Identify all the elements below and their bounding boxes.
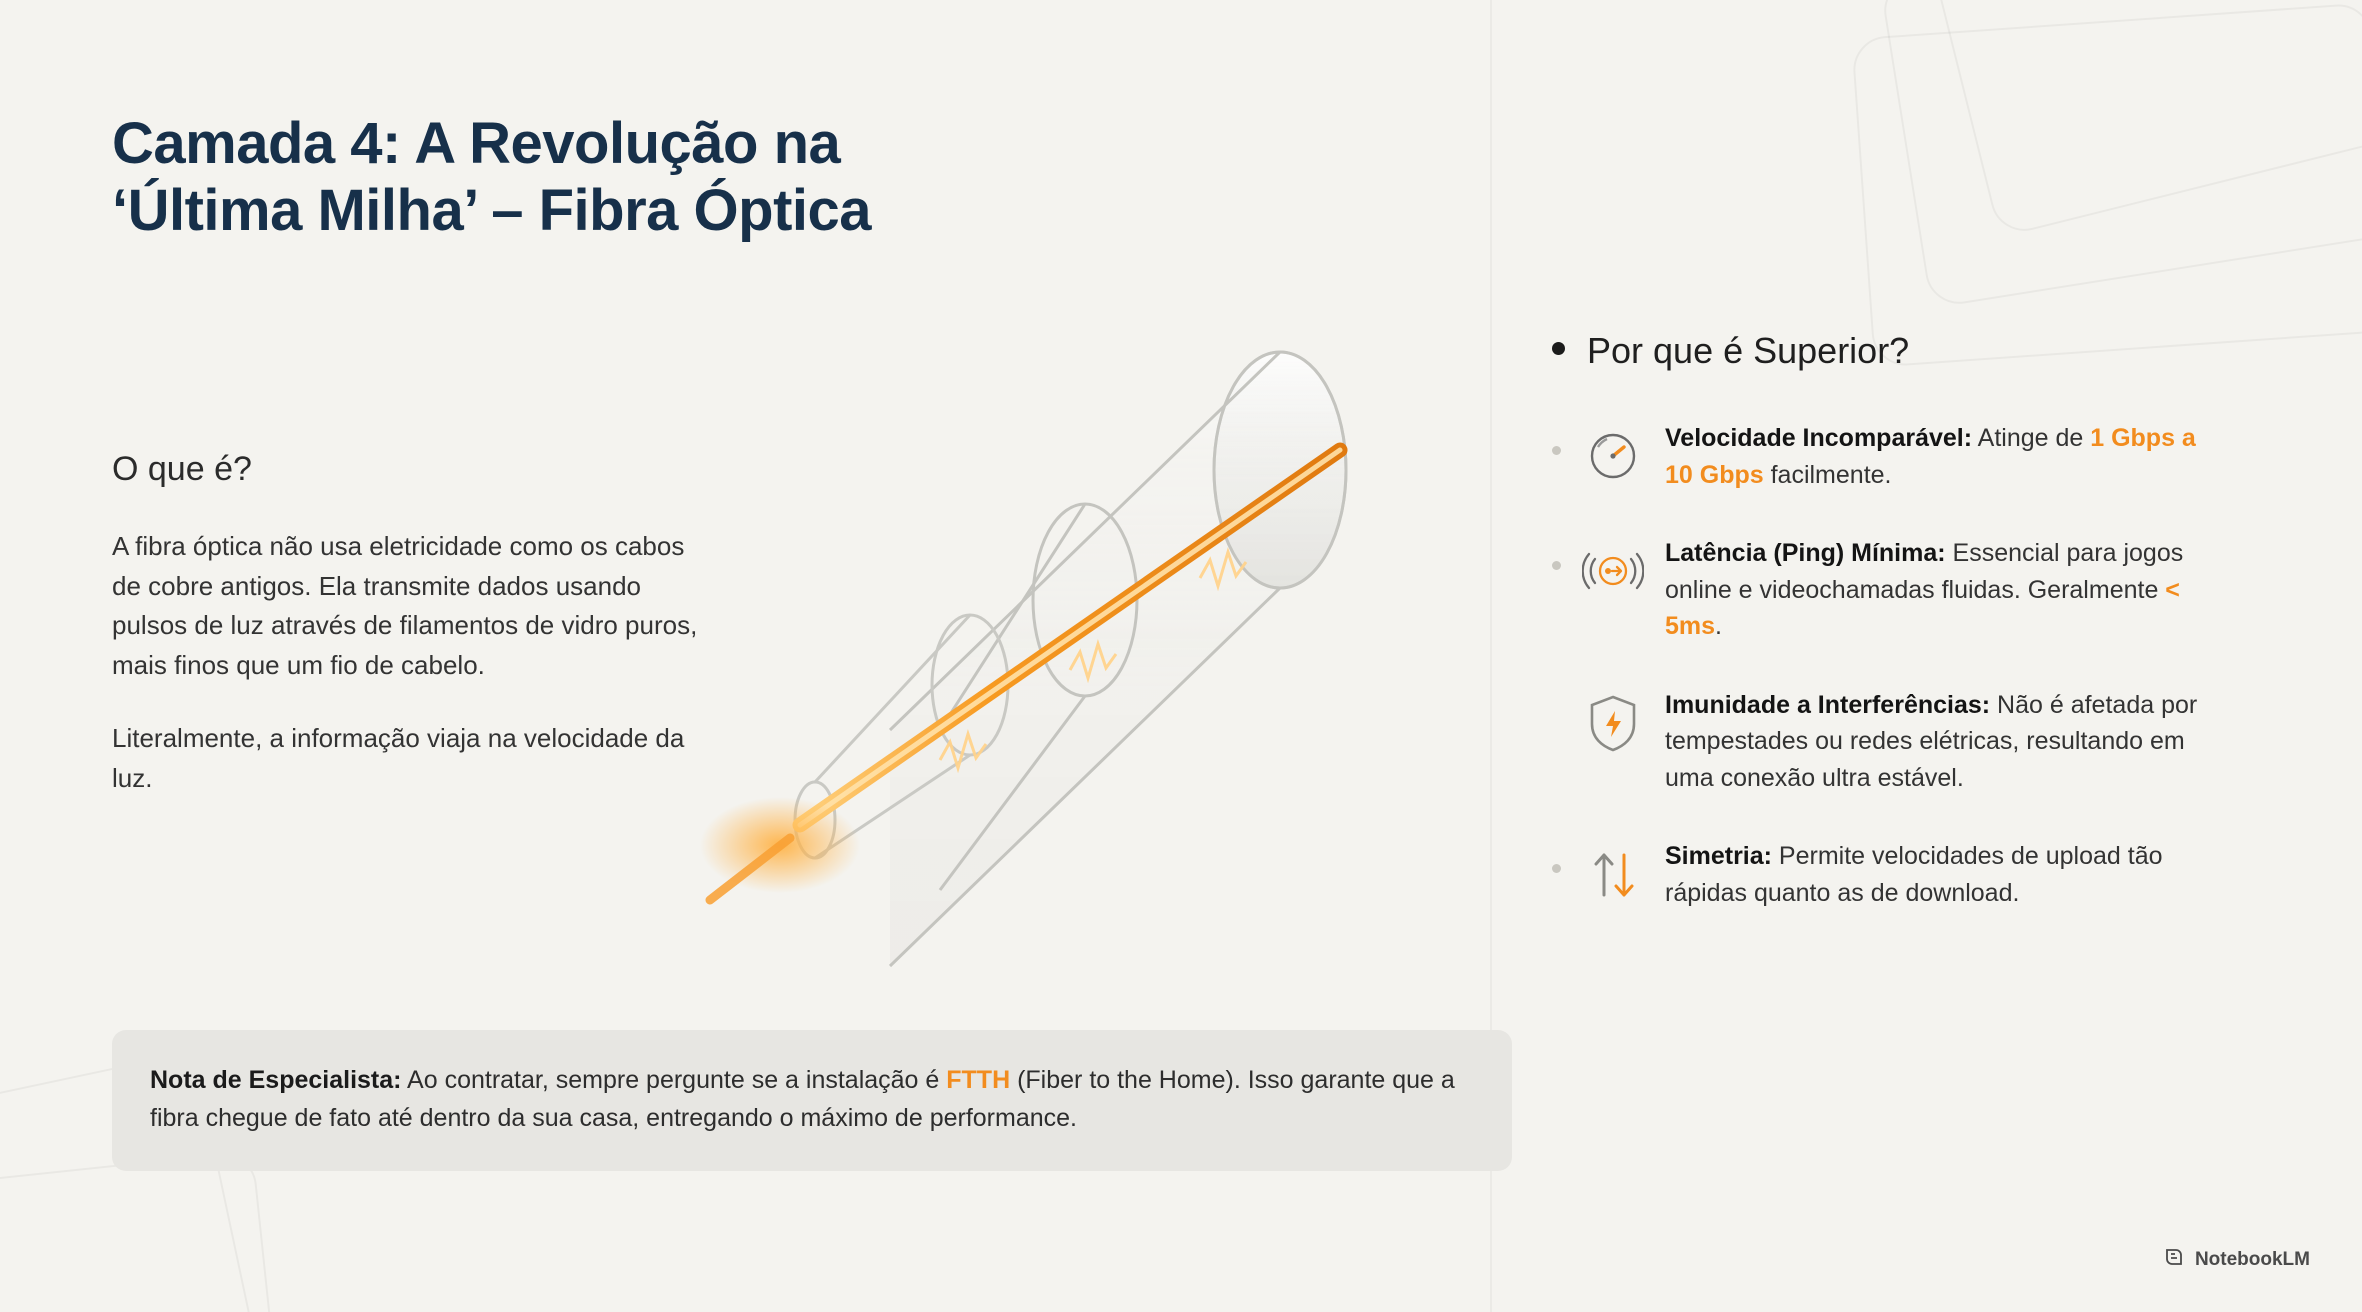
benefit-title: Simetria: [1665, 842, 1772, 870]
benefit-title: Latência (Ping) Mínima: [1665, 539, 1946, 567]
page-title-line-1: Camada 4: A Revolução na [112, 111, 841, 176]
bullet-dot-icon [1552, 713, 1561, 722]
decor-rect [0, 1150, 285, 1312]
bullet-dot-icon [1552, 446, 1561, 455]
benefit-text-before: Permite velocidades de upload tão rápidas quanto as de download. [1665, 842, 2163, 907]
benefit-item-speed [1552, 420, 2272, 493]
benefit-highlight: < 5ms [1665, 575, 2180, 640]
definition-heading: O que é? [112, 450, 252, 488]
notebooklm-logo-icon [2163, 1246, 2185, 1274]
benefit-highlight: 1 Gbps a 10 Gbps [1665, 424, 2196, 489]
benefits-heading-row [1552, 330, 2272, 372]
decor-rect [1920, 0, 2362, 238]
benefit-text [1665, 838, 2210, 911]
benefit-text-before: Essencial para jogos online e videochamadas fluidas. Geralmente [1665, 539, 2184, 604]
ftth-highlight: FTTH [946, 1066, 1011, 1094]
definition-paragraph-2: Literalmente, a informação viaja na velocidade da luz. [112, 723, 685, 793]
expert-note-text-before: Ao contratar, sempre pergunte se a instalação é [401, 1066, 947, 1094]
benefit-text [1665, 420, 2210, 493]
benefit-text-before: Não é afetada por tempestades ou redes elétricas, resultando em uma conexão ultra estável. [1665, 690, 2198, 792]
page-title-line-2: ‘Última Milha’ – Fibra Óptica [112, 178, 872, 244]
shield-bolt-icon [1579, 689, 1647, 757]
definition-paragraph-1: A fibra óptica não usa eletricidade como os cabos de cobre antigos. Ela transmite dados usando pulsos de luz através de filamentos de vidro puros, mais finos que um fio de cabelo. [112, 531, 698, 680]
up-down-arrows-icon [1579, 840, 1647, 908]
page-title [112, 110, 1312, 245]
benefit-text [1665, 687, 2210, 797]
bullet-dot-icon [1552, 864, 1561, 873]
decor-rect [1879, 0, 2362, 309]
bullet-dot-icon [1552, 342, 1565, 355]
brand-footer [2163, 1246, 2310, 1274]
decor-rect [1851, 2, 2362, 367]
benefit-item-symmetry [1552, 838, 2272, 911]
fiber-optic-cable-illustration [640, 300, 1470, 980]
latency-signal-icon [1579, 537, 1647, 605]
benefit-text [1665, 535, 2210, 645]
bullet-dot-icon [1552, 561, 1561, 570]
benefit-text-after: . [1715, 612, 1722, 640]
benefit-title: Velocidade Incomparável: [1665, 424, 1973, 452]
expert-note-text-after: (Fiber to the Home). Isso garante que a fibra chegue de fato até dentro da sua casa, entregando o máximo de performance. [150, 1066, 1455, 1132]
benefit-item-latency [1552, 535, 2272, 645]
brand-name: NotebookLM [2194, 1249, 2310, 1270]
benefit-text-after: facilmente. [1763, 460, 1892, 489]
speedometer-icon [1579, 422, 1647, 490]
definition-section [112, 450, 732, 832]
expert-note-box [112, 1030, 1512, 1171]
benefits-heading: Por que é Superior? [1587, 330, 1910, 371]
expert-note-label: Nota de Especialista: [150, 1066, 402, 1094]
benefit-text-before: Atinge de [1972, 424, 2091, 452]
benefit-item-immunity [1552, 687, 2272, 797]
benefits-section [1552, 330, 2272, 953]
benefit-title: Imunidade a Interferências: [1665, 690, 1991, 719]
